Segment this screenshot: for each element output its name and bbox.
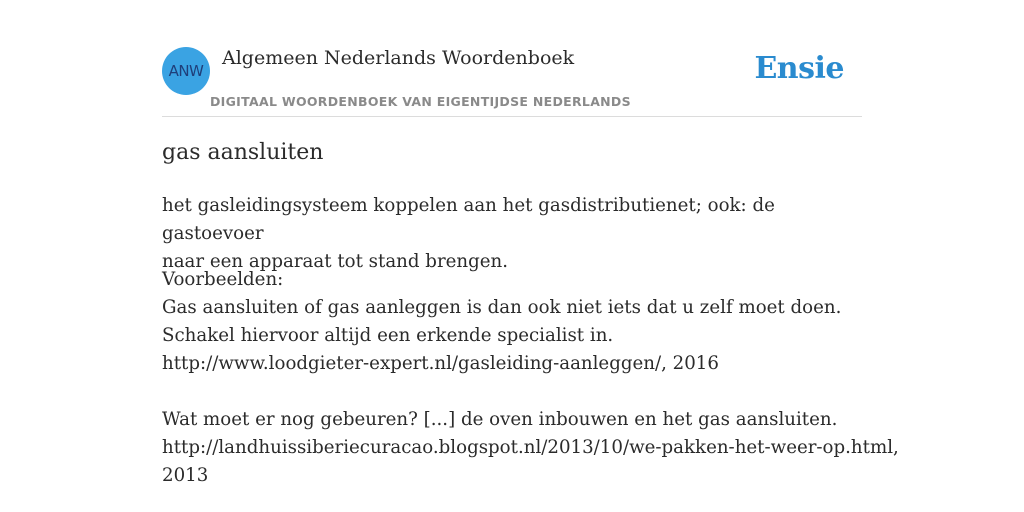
example-text: Gas aansluiten of gas aanleggen is dan ook niet iets dat u zelf moet doen. [162,297,842,318]
example-spacer [162,378,862,406]
examples-label: Voorbeelden: [162,269,284,290]
definition-line: het gasleidingsysteem koppelen aan het gasdistributienet; ook: de gastoevoer [162,195,775,244]
definition-line: naar een apparaat tot stand brengen. [162,251,509,272]
example-text: Wat moet er nog gebeuren? [...] de oven inbouwen en het gas aansluiten. [162,409,838,430]
example-text: Schakel hiervoor altijd een erkende specialist in. [162,325,614,346]
logo-text: ANW [168,62,204,80]
header [162,0,862,117]
ensie-brand-logo[interactable]: Ensie [754,51,844,86]
example-source: http://landhuissiberiecuracao.blogspot.nl/2013/10/we-pakken-het-weer-op.html, [162,437,899,458]
examples-section [162,266,899,490]
anw-logo[interactable] [162,47,210,95]
entry-term: gas aansluiten [162,140,324,165]
entry-card [162,0,899,486]
dictionary-subtitle: DIGITAAL WOORDENBOEK VAN EIGENTIJDSE NEDERLANDS [210,94,631,109]
entry-definition [162,192,862,276]
example-source: http://www.loodgieter-expert.nl/gasleiding-aanleggen/, 2016 [162,353,719,374]
example-source: 2013 [162,465,209,486]
dictionary-title[interactable]: Algemeen Nederlands Woordenboek [222,47,575,69]
